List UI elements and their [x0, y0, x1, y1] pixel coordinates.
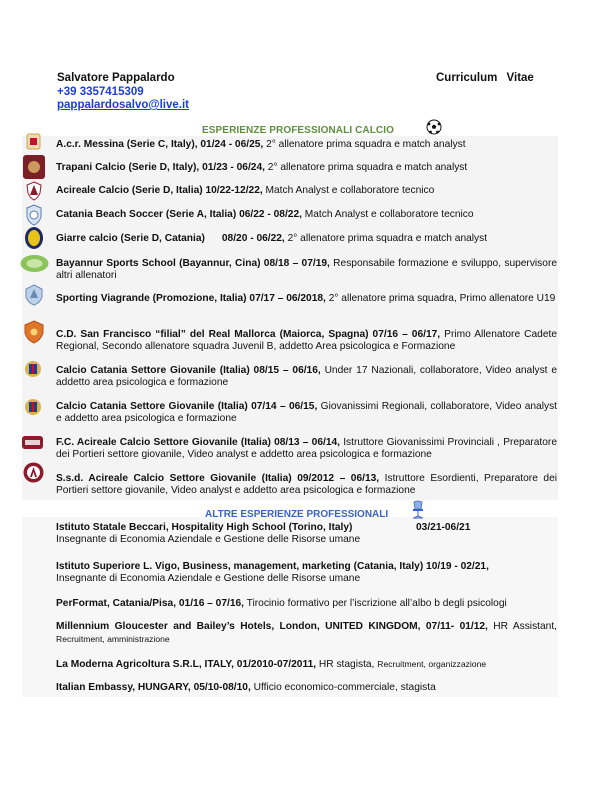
soccer-ball-icon: [426, 119, 442, 135]
experience-item: A.c.r. Messina (Serie C, Italy), 01/24 - 06/25, 2° allenatore prima squadra e match analyst: [56, 139, 466, 150]
catania-youth-logo-icon: [24, 360, 42, 378]
experience-item: Calcio Catania Settore Giovanile (Italia) 08/15 – 06/16, Under 17 Nazionali, collaboratore, Video analyst e addetto area psicologica e formazione: [56, 365, 557, 388]
trapani-logo-icon: [23, 155, 45, 179]
other-experience-item: Istituto Statale Beccari, Hospitality High School (Torino, Italy) 03/21-06/21 Insegnante di Economia Aziendale e Gestione delle Risorse umane: [56, 522, 471, 545]
ssd-acireale-logo-icon: [23, 462, 44, 483]
bayannur-logo-icon: [20, 254, 49, 273]
other-experience-item: PerFormat, Catania/Pisa, 01/16 – 07/16, Tirocinio formativo per l’iscrizione all’albo b degli psicologi: [56, 598, 507, 609]
san-francisco-logo-icon: [24, 320, 44, 344]
giarre-logo-icon: [24, 226, 44, 250]
experience-item: Calcio Catania Settore Giovanile (Italia) 07/14 – 06/15, Giovanissimi Regionali, collaboratore, Video analyst e addetto area psicologica e formazione: [56, 401, 557, 424]
fc-acireale-logo-icon: [22, 436, 43, 449]
other-experience-item: La Moderna Agricoltura S.R.L, ITALY, 01/2010-07/2011, HR stagista, Recruitment, organizzazione: [56, 659, 487, 670]
experience-item: Bayannur Sports School (Bayannur, Cina) 08/18 – 07/19, Responsabile formazione e sviluppo, supervisore altri allenatori: [56, 258, 558, 281]
experience-item: Trapani Calcio (Serie D, Italy), 01/23 - 06/24, 2° allenatore prima squadra e match analyst: [56, 162, 468, 173]
experience-item: C.D. San Francisco “filial” del Real Mallorca (Maiorca, Spagna) 07/16 – 06/17, Primo Allenatore Cadete Regional, Secondo allenatore squadra Juvenil B, addetto Area psicologica e Formazione: [56, 329, 557, 352]
sporting-viagrande-logo-icon: [24, 284, 44, 306]
experience-item: Acireale Calcio (Serie D, Italia) 10/22-12/22, Match Analyst e collaboratore tecnico: [56, 185, 435, 196]
experience-item: S.s.d. Acireale Calcio Settore Giovanile (Italia) 09/2012 – 06/13, Istruttore Esordienti, Preparatore dei Portieri settore giovanile, Video analyst e addetto area psicologica e formazione: [56, 473, 557, 496]
experience-item: Giarre calcio (Serie D, Catania) 08/20 - 06/22, 2° allenatore prima squadra e match analyst: [56, 233, 488, 244]
section-title-other: ALTRE ESPERIENZE PROFESSIONALI: [205, 509, 389, 520]
other-experience-item: Italian Embassy, HUNGARY, 05/10-08/10, Ufficio economico-commerciale, stagista: [56, 682, 436, 693]
experience-item: F.C. Acireale Calcio Settore Giovanile (Italia) 08/13 – 06/14, Istruttore Giovanissimi Provinciali , Preparatore dei Portieri settore giovanile, Video analyst e addetto area psicologica e formazione: [56, 437, 557, 460]
phone-number: +39 3357415309: [57, 86, 144, 98]
acireale-logo-icon: [25, 181, 43, 201]
candidate-name: Salvatore Pappalardo: [57, 72, 175, 84]
experience-item: Sporting Viagrande (Promozione, Italia) 07/17 – 06/2018, 2° allenatore prima squadra, Primo allenatore U19: [56, 293, 556, 304]
other-experience-item: Istituto Superiore L. Vigo, Business, management, marketing (Catania, Italy) 10/19 - 02/21, Insegnante di Economia Aziendale e Gestione delle Risorse umane: [56, 561, 489, 584]
section-title-football: ESPERIENZE PROFESSIONALI CALCIO: [202, 125, 395, 136]
other-experience-item: Millennium Gloucester and Bailey’s Hotels, London, UNITED KINGDOM, 07/11- 01/12, HR Assistant, Recruitment, amministrazione: [56, 621, 557, 644]
experience-item: Catania Beach Soccer (Serie A, Italia) 06/22 - 08/22, Match Analyst e collaboratore tecnico: [56, 209, 474, 220]
document-title: Curriculum Vitae: [436, 72, 534, 84]
catania-youth-logo-icon-2: [24, 398, 42, 416]
email-link[interactable]: pappalardosalvo@live.it: [57, 99, 190, 111]
messina-logo-icon: [26, 133, 41, 150]
catania-beach-soccer-logo-icon: [25, 204, 43, 226]
office-chair-icon: [410, 500, 426, 520]
